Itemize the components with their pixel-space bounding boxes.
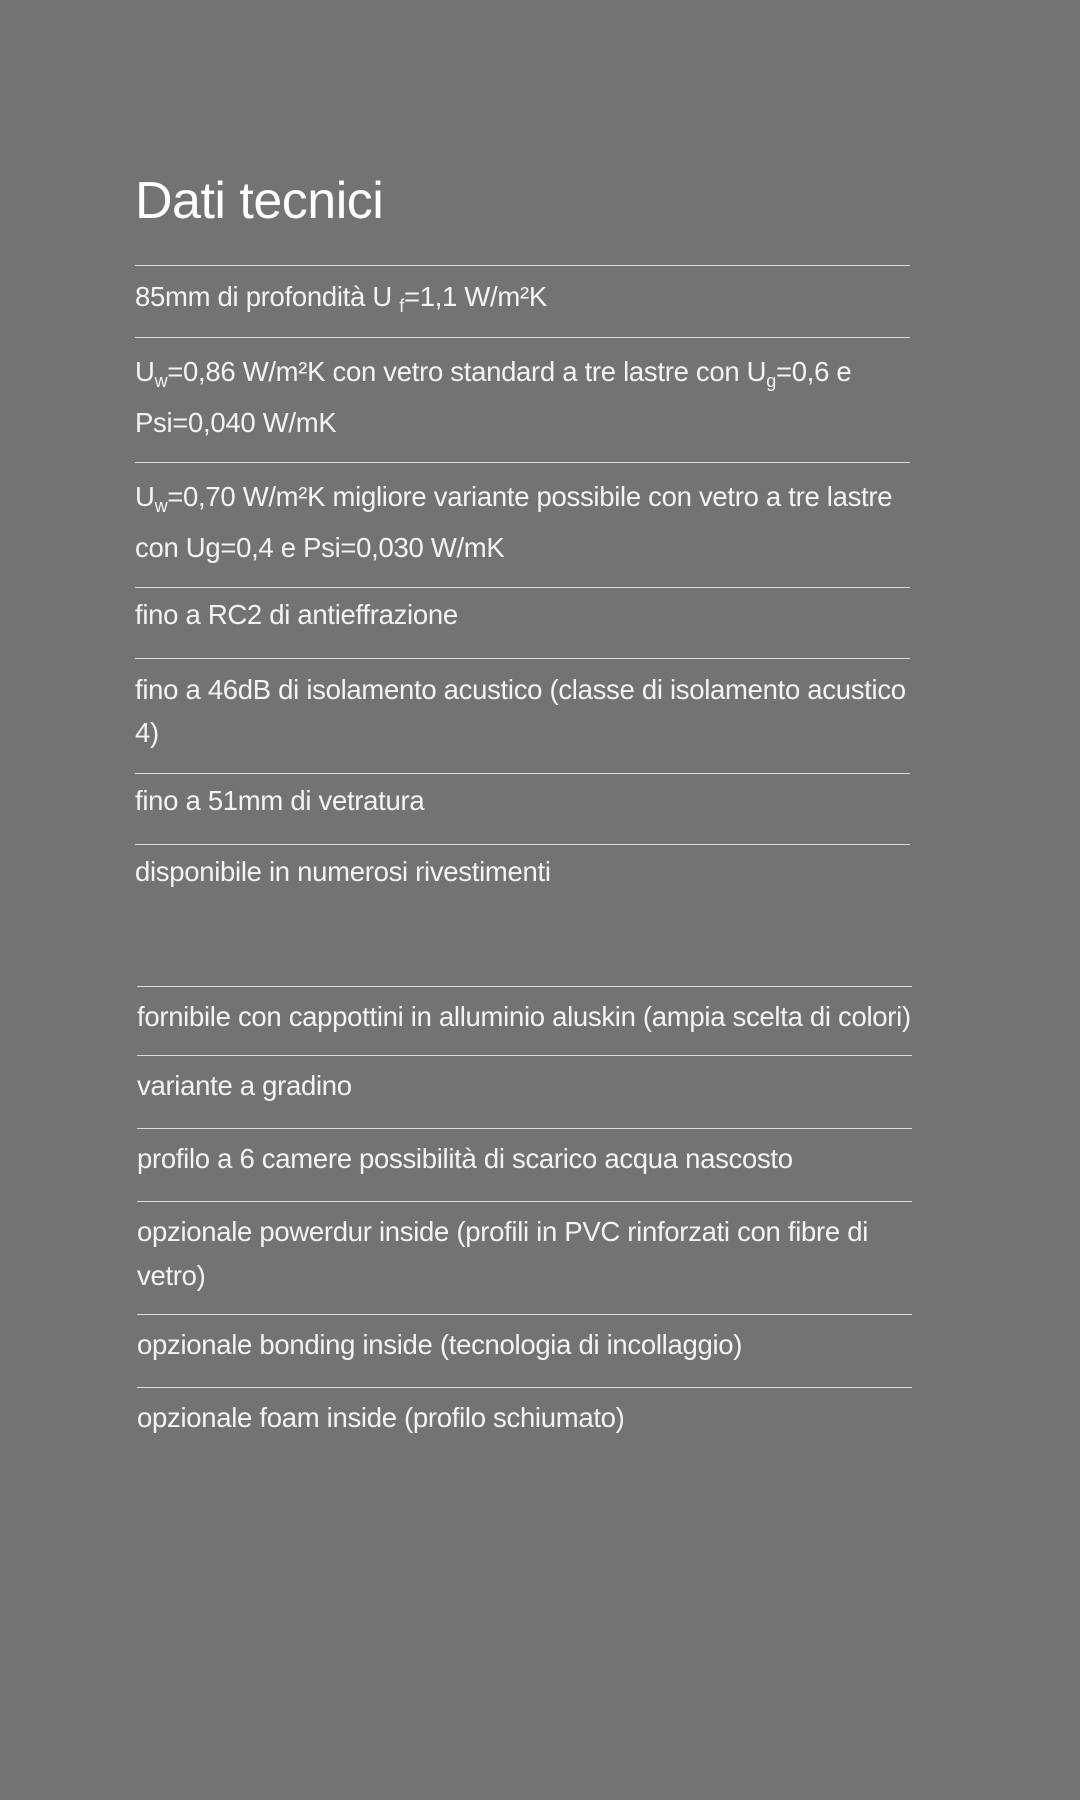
list-item: opzionale bonding inside (tecnologia di incollaggio) [137, 1314, 912, 1387]
list-item: fino a 46dB di isolamento acustico (classe di isolamento acustico 4) [135, 658, 910, 772]
specs-list-primary [135, 265, 910, 916]
list-item: opzionale powerdur inside (profili in PVC rinforzati con fibre di vetro) [137, 1201, 912, 1314]
page-title: Dati tecnici [135, 172, 384, 230]
list-item: fino a 51mm di vetratura [135, 773, 910, 845]
specs-list-secondary [137, 986, 912, 1460]
list-item: $U_w=0,70$ W/m²K migliore variante possibile con vetro a tre lastre con Ug=0,4 e Psi=0,030 W/mK [135, 462, 910, 587]
list-item: fornibile con cappottini in alluminio aluskin (ampia scelta di colori) [137, 986, 912, 1055]
list-item: variante a gradino [137, 1055, 912, 1128]
list-item: 85mm di profondità U $_f$=1,1 W/m²K [135, 265, 910, 337]
list-item: fino a RC2 di antieffrazione [135, 587, 910, 659]
list-item: opzionale foam inside (profilo schiumato) [137, 1387, 912, 1460]
list-item: $U_w=0,86$ W/m²K con vetro standard a tre lastre con $U_g=0,6$ e Psi=0,040 W/mK [135, 337, 910, 462]
list-item: profilo a 6 camere possibilità di scarico acqua nascosto [137, 1128, 912, 1201]
list-item: disponibile in numerosi rivestimenti [135, 844, 910, 916]
